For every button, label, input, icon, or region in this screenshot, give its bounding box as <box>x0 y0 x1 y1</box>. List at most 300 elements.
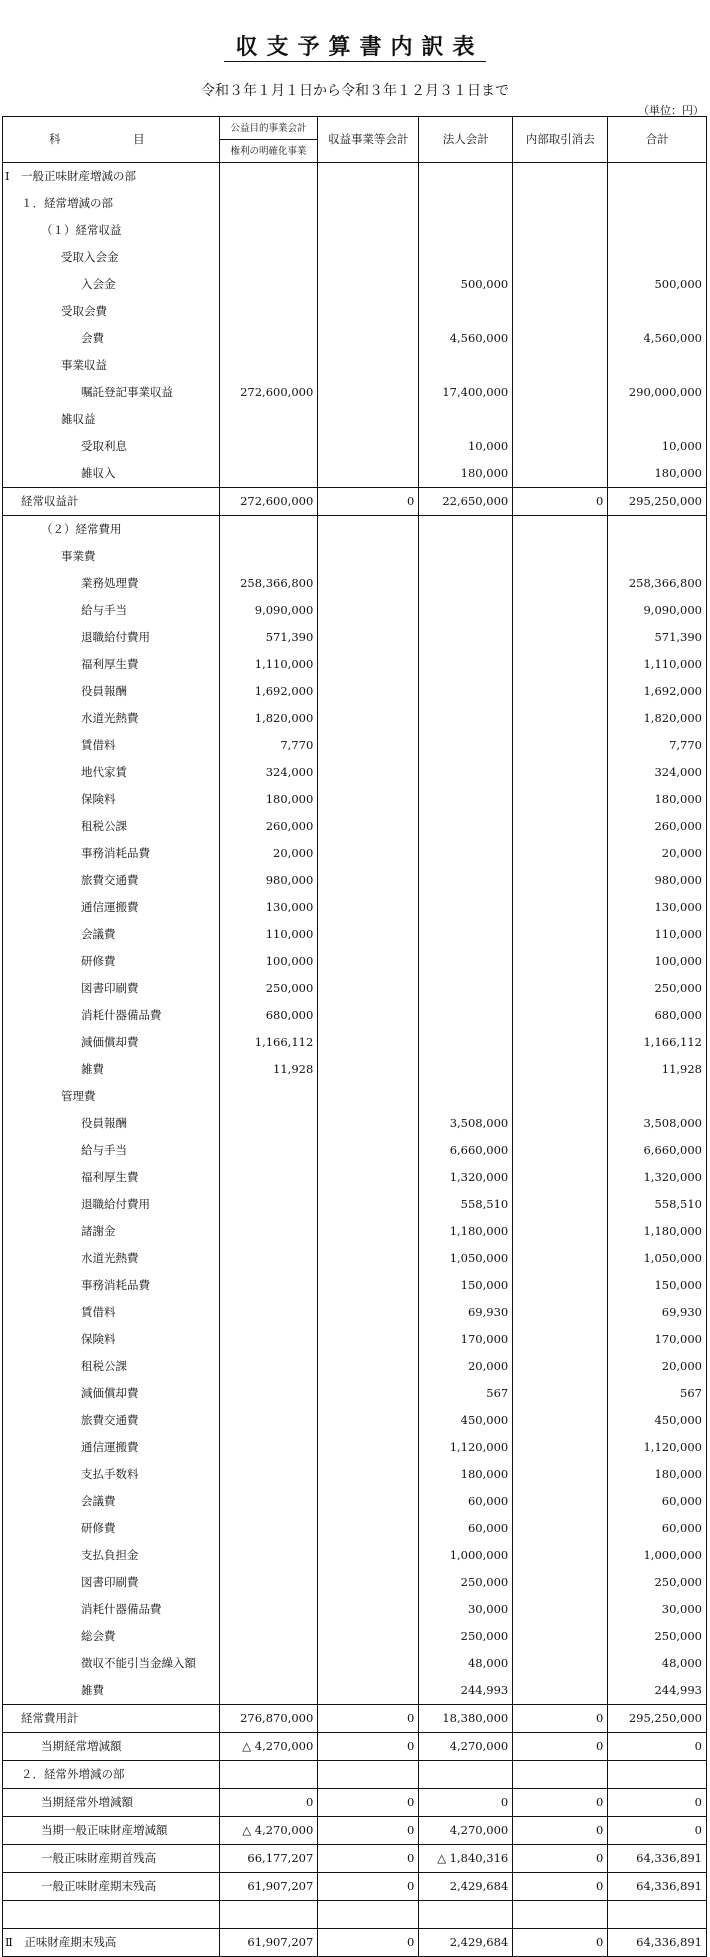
public-purpose-value <box>219 325 318 352</box>
public-purpose-value <box>219 406 318 433</box>
corporate-value: 250,000 <box>419 1623 513 1650</box>
internal-elimination-value <box>513 813 608 840</box>
public-purpose-value: 272,600,000 <box>219 488 318 516</box>
corporate-value <box>419 759 513 786</box>
total-value: 250,000 <box>608 975 707 1002</box>
profit-business-value <box>318 163 419 191</box>
table-row <box>3 406 707 433</box>
total-value <box>608 298 707 325</box>
public-purpose-value <box>219 1434 318 1461</box>
public-purpose-value <box>219 516 318 544</box>
internal-elimination-value <box>513 705 608 732</box>
profit-business-value <box>318 516 419 544</box>
public-purpose-value: 272,600,000 <box>219 379 318 406</box>
subject-header <box>3 117 220 163</box>
total-value: 20,000 <box>608 1353 707 1380</box>
row-label: Ⅰ 一般正味財産増減の部 <box>3 163 220 191</box>
table-row <box>3 651 707 678</box>
total-value <box>608 190 707 217</box>
total-value: 244,993 <box>608 1677 707 1705</box>
internal-elimination-value <box>513 1272 608 1299</box>
public-purpose-value <box>219 1650 318 1677</box>
total-value: 180,000 <box>608 786 707 813</box>
internal-elimination-value <box>513 1461 608 1488</box>
total-value <box>608 406 707 433</box>
total-value: 1,180,000 <box>608 1218 707 1245</box>
profit-business-value <box>318 1650 419 1677</box>
row-label: 業務処理費 <box>3 570 220 597</box>
corporate-value <box>419 516 513 544</box>
public-purpose-value <box>219 1461 318 1488</box>
row-label: 入会金 <box>3 271 220 298</box>
table-row <box>3 516 707 544</box>
row-label: 図書印刷費 <box>3 1569 220 1596</box>
profit-business-value <box>318 379 419 406</box>
internal-elimination-value <box>513 1569 608 1596</box>
row-label: 保険料 <box>3 1326 220 1353</box>
profit-business-value <box>318 624 419 651</box>
table-body <box>3 163 707 1957</box>
corporate-value <box>419 1083 513 1110</box>
public-purpose-value: 130,000 <box>219 894 318 921</box>
profit-business-value <box>318 1677 419 1705</box>
row-label: 徴収不能引当金繰入額 <box>3 1650 220 1677</box>
row-label: 旅費交通費 <box>3 867 220 894</box>
corporate-value: 3,508,000 <box>419 1110 513 1137</box>
internal-elimination-value <box>513 325 608 352</box>
corporate-value <box>419 190 513 217</box>
public-purpose-value <box>219 163 318 191</box>
subject-header-right: 目 <box>133 132 145 146</box>
row-label: 研修費 <box>3 1515 220 1542</box>
internal-elimination-value <box>513 1407 608 1434</box>
public-purpose-value <box>219 1380 318 1407</box>
profit-business-value <box>318 1110 419 1137</box>
internal-elimination-value <box>513 1596 608 1623</box>
table-row <box>3 1569 707 1596</box>
public-purpose-value: 7,770 <box>219 732 318 759</box>
internal-elimination-value <box>513 460 608 488</box>
row-label: 賃借料 <box>3 1299 220 1326</box>
total-value: 1,120,000 <box>608 1434 707 1461</box>
corporate-value <box>419 894 513 921</box>
internal-elimination-value <box>513 1245 608 1272</box>
internal-elimination-value: 0 <box>513 1733 608 1761</box>
total-value: 295,250,000 <box>608 488 707 516</box>
internal-elimination-value <box>513 1191 608 1218</box>
public-purpose-value: 324,000 <box>219 759 318 786</box>
row-label: 通信運搬費 <box>3 1434 220 1461</box>
row-label: 受取入会金 <box>3 244 220 271</box>
row-label: 当期一般正味財産増減額 <box>3 1817 220 1845</box>
public-purpose-value <box>219 1623 318 1650</box>
table-row <box>3 624 707 651</box>
table-row <box>3 1817 707 1845</box>
table-row <box>3 379 707 406</box>
table-row <box>3 352 707 379</box>
row-label: 事業費 <box>3 543 220 570</box>
corporate-value <box>419 1901 513 1929</box>
corporate-header: 法人会計 <box>419 117 513 163</box>
internal-elimination-value <box>513 406 608 433</box>
corporate-value <box>419 705 513 732</box>
table-row <box>3 1110 707 1137</box>
document-title: 収支予算書内訳表 <box>0 30 710 61</box>
total-value: 324,000 <box>608 759 707 786</box>
profit-business-value <box>318 244 419 271</box>
profit-business-value: 0 <box>318 1705 419 1733</box>
public-purpose-value <box>219 1083 318 1110</box>
total-value: 250,000 <box>608 1623 707 1650</box>
corporate-value: 150,000 <box>419 1272 513 1299</box>
total-value: 64,336,891 <box>608 1845 707 1873</box>
internal-elimination-value <box>513 948 608 975</box>
profit-business-value: 0 <box>318 1873 419 1901</box>
corporate-value <box>419 624 513 651</box>
row-label: 事業収益 <box>3 352 220 379</box>
table-row <box>3 244 707 271</box>
profit-business-value <box>318 298 419 325</box>
table-row <box>3 1488 707 1515</box>
public-purpose-value <box>219 190 318 217</box>
public-purpose-value: 1,110,000 <box>219 651 318 678</box>
row-label: ２．経常外増減の部 <box>3 1761 220 1789</box>
internal-elimination-value <box>513 1083 608 1110</box>
table-row <box>3 975 707 1002</box>
corporate-value: 250,000 <box>419 1569 513 1596</box>
total-value: 290,000,000 <box>608 379 707 406</box>
profit-business-value <box>318 190 419 217</box>
corporate-value: 1,000,000 <box>419 1542 513 1569</box>
table-row <box>3 894 707 921</box>
internal-elimination-value: 0 <box>513 1705 608 1733</box>
corporate-value: 180,000 <box>419 460 513 488</box>
corporate-value <box>419 1056 513 1083</box>
internal-elimination-header: 内部取引消去 <box>513 117 608 163</box>
corporate-value <box>419 975 513 1002</box>
total-value: 0 <box>608 1817 707 1845</box>
corporate-value: 0 <box>419 1789 513 1817</box>
corporate-value: 60,000 <box>419 1488 513 1515</box>
table-row <box>3 1623 707 1650</box>
table-row <box>3 1218 707 1245</box>
corporate-value <box>419 597 513 624</box>
public-purpose-value <box>219 1218 318 1245</box>
total-value: 180,000 <box>608 460 707 488</box>
internal-elimination-value <box>513 190 608 217</box>
table-row <box>3 1515 707 1542</box>
table-row <box>3 1789 707 1817</box>
row-label: 当期経常外増減額 <box>3 1789 220 1817</box>
internal-elimination-value <box>513 1542 608 1569</box>
corporate-value <box>419 840 513 867</box>
row-label: 租税公課 <box>3 813 220 840</box>
internal-elimination-value <box>513 1137 608 1164</box>
profit-business-value: 0 <box>318 1817 419 1845</box>
profit-business-value <box>318 1245 419 1272</box>
row-label: 事務消耗品費 <box>3 1272 220 1299</box>
total-value: 558,510 <box>608 1191 707 1218</box>
corporate-value: 1,120,000 <box>419 1434 513 1461</box>
total-value: 450,000 <box>608 1407 707 1434</box>
internal-elimination-value <box>513 570 608 597</box>
total-value: 4,560,000 <box>608 325 707 352</box>
internal-elimination-value <box>513 894 608 921</box>
total-value <box>608 516 707 544</box>
table-row <box>3 543 707 570</box>
profit-business-value <box>318 1029 419 1056</box>
table-row <box>3 1002 707 1029</box>
profit-business-value <box>318 325 419 352</box>
public-purpose-value <box>219 1569 318 1596</box>
internal-elimination-value <box>513 379 608 406</box>
public-purpose-value: 0 <box>219 1789 318 1817</box>
table-row <box>3 1380 707 1407</box>
total-value <box>608 1761 707 1789</box>
corporate-value: 1,180,000 <box>419 1218 513 1245</box>
corporate-value <box>419 732 513 759</box>
public-purpose-value <box>219 1272 318 1299</box>
total-value: 64,336,891 <box>608 1873 707 1901</box>
profit-business-value <box>318 813 419 840</box>
corporate-value: 170,000 <box>419 1326 513 1353</box>
profit-business-value <box>318 543 419 570</box>
profit-business-value <box>318 1761 419 1789</box>
internal-elimination-value <box>513 1299 608 1326</box>
total-value <box>608 1083 707 1110</box>
row-label: 支払負担金 <box>3 1542 220 1569</box>
public-purpose-value <box>219 271 318 298</box>
row-label: 役員報酬 <box>3 678 220 705</box>
row-label: 事務消耗品費 <box>3 840 220 867</box>
total-value: 10,000 <box>608 433 707 460</box>
profit-business-value <box>318 1218 419 1245</box>
profit-business-value <box>318 433 419 460</box>
profit-business-value <box>318 1488 419 1515</box>
public-purpose-value: 100,000 <box>219 948 318 975</box>
total-value: 60,000 <box>608 1515 707 1542</box>
row-label: 受取会費 <box>3 298 220 325</box>
total-value: 48,000 <box>608 1650 707 1677</box>
corporate-value: 48,000 <box>419 1650 513 1677</box>
table-row <box>3 1461 707 1488</box>
row-label: 保険料 <box>3 786 220 813</box>
row-label: 雑収入 <box>3 460 220 488</box>
corporate-value: 6,660,000 <box>419 1137 513 1164</box>
row-label: 経常費用計 <box>3 1705 220 1733</box>
internal-elimination-value <box>513 352 608 379</box>
total-value <box>608 217 707 244</box>
total-value: 20,000 <box>608 840 707 867</box>
total-value: 9,090,000 <box>608 597 707 624</box>
total-value: 250,000 <box>608 1569 707 1596</box>
internal-elimination-value: 0 <box>513 1845 608 1873</box>
table-row <box>3 433 707 460</box>
budget-breakdown-table <box>2 116 707 1957</box>
profit-business-value <box>318 1542 419 1569</box>
total-value <box>608 244 707 271</box>
profit-business-value: 0 <box>318 1789 419 1817</box>
corporate-value <box>419 1761 513 1789</box>
total-value <box>608 163 707 191</box>
total-value: 69,930 <box>608 1299 707 1326</box>
corporate-value: 558,510 <box>419 1191 513 1218</box>
row-label: 減価償却費 <box>3 1380 220 1407</box>
internal-elimination-value <box>513 1218 608 1245</box>
corporate-value: 22,650,000 <box>419 488 513 516</box>
public-purpose-value <box>219 298 318 325</box>
corporate-value: 567 <box>419 1380 513 1407</box>
internal-elimination-value: 0 <box>513 1789 608 1817</box>
corporate-value <box>419 217 513 244</box>
public-purpose-value: 11,928 <box>219 1056 318 1083</box>
fiscal-period: 令和３年１月１日から令和３年１２月３１日まで <box>201 83 509 99</box>
internal-elimination-value <box>513 1650 608 1677</box>
table-row <box>3 1407 707 1434</box>
public-purpose-value <box>219 352 318 379</box>
public-purpose-value: 180,000 <box>219 786 318 813</box>
public-purpose-value <box>219 1596 318 1623</box>
public-purpose-value <box>219 1191 318 1218</box>
total-value: 1,166,112 <box>608 1029 707 1056</box>
public-purpose-value <box>219 543 318 570</box>
public-purpose-value: 571,390 <box>219 624 318 651</box>
profit-business-value <box>318 1407 419 1434</box>
corporate-value: 1,320,000 <box>419 1164 513 1191</box>
public-purpose-value <box>219 1137 318 1164</box>
profit-business-value <box>318 570 419 597</box>
corporate-value <box>419 786 513 813</box>
row-label: 退職給付費用 <box>3 1191 220 1218</box>
row-label: 受取利息 <box>3 433 220 460</box>
table-row <box>3 1845 707 1873</box>
corporate-value <box>419 948 513 975</box>
internal-elimination-value <box>513 1056 608 1083</box>
table-row <box>3 840 707 867</box>
corporate-value <box>419 1002 513 1029</box>
table-row <box>3 867 707 894</box>
row-label: Ⅱ 正味財産期末残高 <box>3 1929 220 1957</box>
table-row <box>3 1873 707 1901</box>
table-row <box>3 1733 707 1761</box>
rights-clarification-header: 権利の明確化事業 <box>219 140 318 163</box>
corporate-value <box>419 921 513 948</box>
table-row <box>3 1029 707 1056</box>
public-purpose-value <box>219 1353 318 1380</box>
corporate-value <box>419 867 513 894</box>
internal-elimination-value <box>513 1488 608 1515</box>
profit-business-value: 0 <box>318 1845 419 1873</box>
corporate-value <box>419 570 513 597</box>
internal-elimination-value <box>513 1029 608 1056</box>
total-value: 0 <box>608 1789 707 1817</box>
profit-business-value: 0 <box>318 1733 419 1761</box>
corporate-value <box>419 543 513 570</box>
internal-elimination-value <box>513 786 608 813</box>
corporate-value: 1,050,000 <box>419 1245 513 1272</box>
corporate-value: △ 1,840,316 <box>419 1845 513 1873</box>
public-purpose-value <box>219 1542 318 1569</box>
table-row <box>3 1056 707 1083</box>
row-label: 研修費 <box>3 948 220 975</box>
row-label: 会議費 <box>3 1488 220 1515</box>
profit-business-value <box>318 1901 419 1929</box>
profit-business-value: 0 <box>318 1929 419 1957</box>
corporate-value <box>419 244 513 271</box>
public-purpose-value: 250,000 <box>219 975 318 1002</box>
row-label: 地代家賃 <box>3 759 220 786</box>
table-row <box>3 1137 707 1164</box>
corporate-value <box>419 298 513 325</box>
profit-business-value <box>318 352 419 379</box>
corporate-value: 244,993 <box>419 1677 513 1705</box>
profit-business-value <box>318 406 419 433</box>
profit-business-value <box>318 1434 419 1461</box>
row-label: （２）経常費用 <box>3 516 220 544</box>
row-label: 役員報酬 <box>3 1110 220 1137</box>
table-row <box>3 1929 707 1957</box>
internal-elimination-value <box>513 244 608 271</box>
table-row <box>3 786 707 813</box>
internal-elimination-value <box>513 163 608 191</box>
corporate-value: 180,000 <box>419 1461 513 1488</box>
public-purpose-value: 680,000 <box>219 1002 318 1029</box>
internal-elimination-value <box>513 1434 608 1461</box>
table-row <box>3 1326 707 1353</box>
table-header <box>3 117 707 163</box>
profit-business-value: 0 <box>318 488 419 516</box>
total-value: 1,692,000 <box>608 678 707 705</box>
corporate-value <box>419 651 513 678</box>
public-purpose-value: 61,907,207 <box>219 1873 318 1901</box>
row-label: 支払手数料 <box>3 1461 220 1488</box>
table-row <box>3 1705 707 1733</box>
row-label: １．経常増減の部 <box>3 190 220 217</box>
row-label: 給与手当 <box>3 597 220 624</box>
internal-elimination-value <box>513 516 608 544</box>
row-label: 会議費 <box>3 921 220 948</box>
profit-business-value <box>318 1299 419 1326</box>
table-row <box>3 1901 707 1929</box>
table-row <box>3 1353 707 1380</box>
profit-business-value <box>318 597 419 624</box>
row-label: 図書印刷費 <box>3 975 220 1002</box>
corporate-value: 60,000 <box>419 1515 513 1542</box>
total-value: 100,000 <box>608 948 707 975</box>
table-row <box>3 1677 707 1705</box>
public-purpose-value: 61,907,207 <box>219 1929 318 1957</box>
row-label: 通信運搬費 <box>3 894 220 921</box>
public-purpose-value <box>219 1761 318 1789</box>
table-row <box>3 271 707 298</box>
public-purpose-value: 1,692,000 <box>219 678 318 705</box>
row-label: 雑収益 <box>3 406 220 433</box>
row-label: 退職給付費用 <box>3 624 220 651</box>
internal-elimination-value: 0 <box>513 1873 608 1901</box>
internal-elimination-value <box>513 975 608 1002</box>
internal-elimination-value <box>513 840 608 867</box>
table-row <box>3 813 707 840</box>
total-value <box>608 1901 707 1929</box>
table-row <box>3 325 707 352</box>
total-value: 30,000 <box>608 1596 707 1623</box>
corporate-value: 18,380,000 <box>419 1705 513 1733</box>
profit-business-value <box>318 1623 419 1650</box>
public-purpose-value <box>219 217 318 244</box>
total-value <box>608 352 707 379</box>
public-purpose-value: 980,000 <box>219 867 318 894</box>
profit-business-value <box>318 948 419 975</box>
